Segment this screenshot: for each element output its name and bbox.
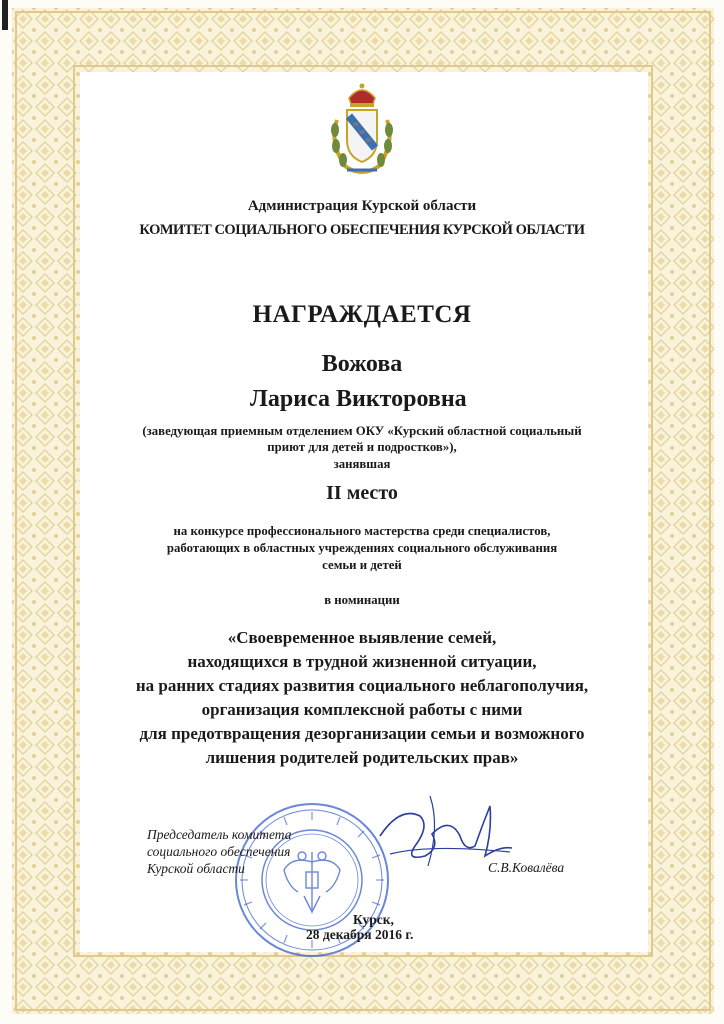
committee-heading: КОМИТЕТ СОЦИАЛЬНОГО ОБЕСПЕЧЕНИЯ КУРСКОЙ ОБЛАСТИ [139, 222, 585, 238]
took-label: занявшая [333, 457, 391, 471]
administration-heading: Администрация Курской области [247, 198, 477, 214]
award-title: НАГРАЖДАЕТСЯ [252, 301, 472, 328]
nomination-line: «Своевременное выявление семей, [227, 628, 497, 647]
recipient-given-names: Лариса Викторовна [250, 386, 467, 412]
signatory-title-line2: социального обеспечения [147, 844, 291, 859]
kursk-coat-of-arms-icon [323, 80, 401, 176]
nomination-line: для предотвращения дезорганизации семьи и возможного [139, 724, 585, 743]
contest-line2: работающих в областных учреждениях социального обслуживания [166, 541, 558, 555]
signatory-name: С.В.Ковалёва [488, 860, 565, 875]
nomination-line: лишения родителей родительских прав» [205, 748, 519, 767]
signatory-title [147, 826, 291, 877]
contest-line3: семьи и детей [322, 558, 402, 572]
nomination-line: организация комплексной работы с ними [201, 700, 523, 719]
nomination-line: на ранних стадиях развития социального неблагополучия, [135, 676, 589, 695]
place-awarded: II место [326, 482, 398, 504]
contest-line1: на конкурсе профессионального мастерства среди специалистов, [173, 524, 551, 538]
signatory-title-line3: Курской области [147, 861, 245, 876]
issue-city: Курск, [353, 912, 394, 927]
recipient-position-line2: приют для детей и подростков»), [267, 440, 457, 454]
nomination-line: находящихся в трудной жизненной ситуации, [187, 652, 537, 671]
signatory-title-line1: Председатель комитета [147, 827, 292, 842]
recipient-surname: Вожова [321, 351, 403, 377]
nomination-intro: в номинации [324, 593, 400, 607]
issue-date: 28 декабря 2016 г. [306, 927, 414, 942]
recipient-position-line1: (заведующая приемным отделением ОКУ «Курский областной социальный [142, 424, 582, 438]
